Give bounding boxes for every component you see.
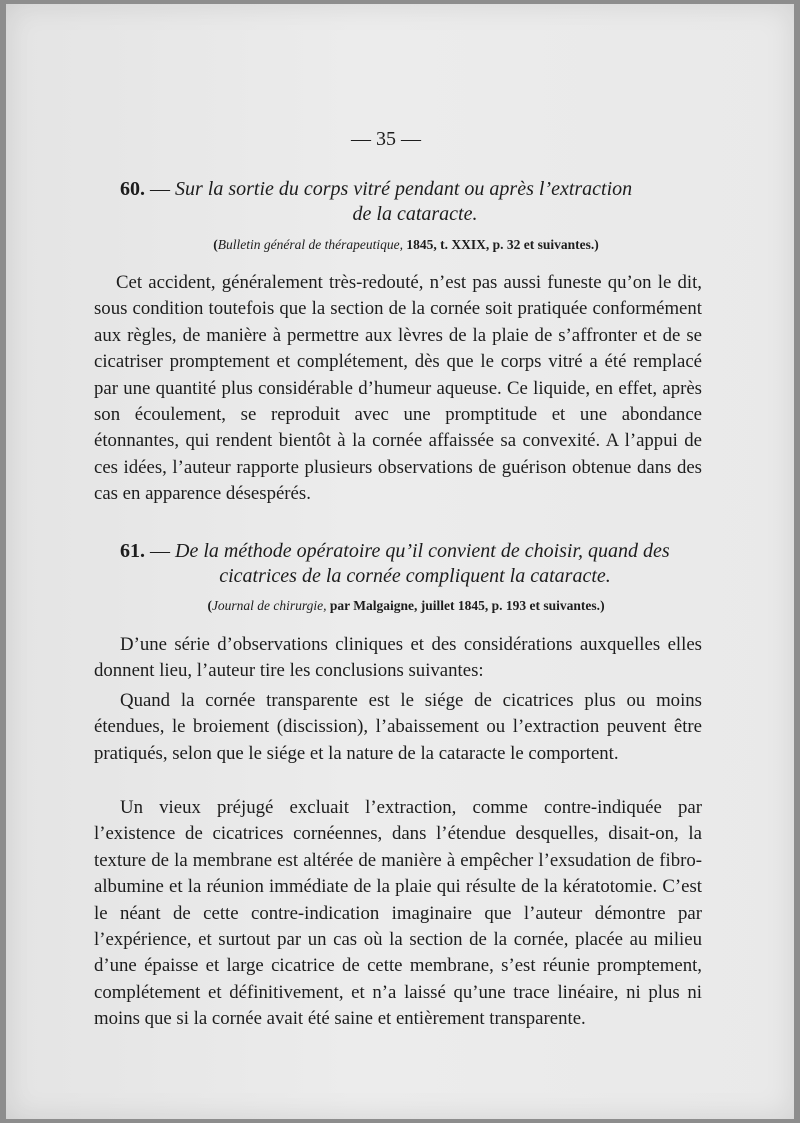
book-page	[6, 4, 794, 1119]
section-60-number: 60.	[120, 178, 145, 200]
section-60-source: (Bulletin général de thérapeutique, 1845, t. XXIX, p. 32 et suivantes.)	[213, 237, 599, 252]
section-60-title-line1: Sur la sortie du corps vitré pendant ou après l’extraction	[175, 178, 633, 200]
section-61-source-journal: Journal de chirurgie,	[211, 598, 327, 613]
section-60-paragraph: Cet accident, généralement très-redouté, n’est pas aussi funeste qu’on le dit, sous condition toutefois que la section de la cornée soit pratiquée conformément aux règles, de manière à permettre aux lèvres de la plaie de s’affronter et de se cicatriser promptement et complétement, dès que le corps vitré a été remplacé par une quantité plus considérable d’humeur aqueuse. Ce liquide, en effet, après son écoulement, se reproduit avec une promptitude et une abondance étonnantes, qui rendent bientôt à la cornée affaissée sa convexité. A l’appui de ces idées, l’auteur rapporte plusieurs observations de guérison obtenue dans des cas en apparence désespérés.	[94, 272, 702, 505]
section-60-title-line2: de la cataracte.	[352, 203, 478, 225]
section-61-heading	[120, 539, 710, 589]
page-number: — 35 —	[351, 128, 421, 150]
section-61-dash: —	[150, 540, 170, 562]
section-61-title-line2: cicatrices de la cornée compliquent la cataracte.	[219, 565, 611, 587]
section-61-paragraph-1: D’une série d’observations cliniques et des considérations auxquelles elles donnent lieu, l’auteur tire les conclusions suivantes:	[94, 634, 702, 682]
section-61-title-line1: De la méthode opératoire qu’il convient de choisir, quand des	[175, 540, 670, 562]
section-60-source-details: 1845, t. XXIX, p. 32 et suivantes.	[406, 237, 595, 252]
section-61-number: 61.	[120, 540, 145, 562]
section-61-source: (Journal de chirurgie, par Malgaigne, juillet 1845, p. 193 et suivantes.)	[207, 598, 605, 613]
section-60-source-journal: Bulletin général de thérapeutique,	[217, 237, 403, 252]
section-60-heading	[120, 177, 710, 227]
section-61-paragraph-2: Quand la cornée transparente est le siége de cicatrices plus ou moins étendues, le broiement (discission), l’abaissement ou l’extraction peuvent être pratiqués, selon que le siége et la nature de la cataracte le comportent.	[94, 690, 702, 764]
section-60-dash: —	[150, 178, 170, 200]
section-61-source-details: par Malgaigne, juillet 1845, p. 193 et suivantes.	[329, 598, 601, 613]
section-61-paragraph-3: Un vieux préjugé excluait l’extraction, comme contre-indiquée par l’existence de cicatrices cornéennes, dans l’étendue desquelles, disait-on, la texture de la membrane est altérée de manière à empêcher l’exsudation de fibro-albumine et la réunion immédiate de la plaie qui résulte de la kératotomie. C’est le néant de cette contre-indication imaginaire que l’auteur démontre par l’expérience, et surtout par un cas où la section de la cornée, placée au milieu d’une épaisse et large cicatrice de cette membrane, s’est réunie promptement, complétement et définitivement, et n’a laissé qu’une trace linéaire, ni plus ni moins que si la cornée avait été saine et entièrement transparente.	[94, 797, 702, 1030]
